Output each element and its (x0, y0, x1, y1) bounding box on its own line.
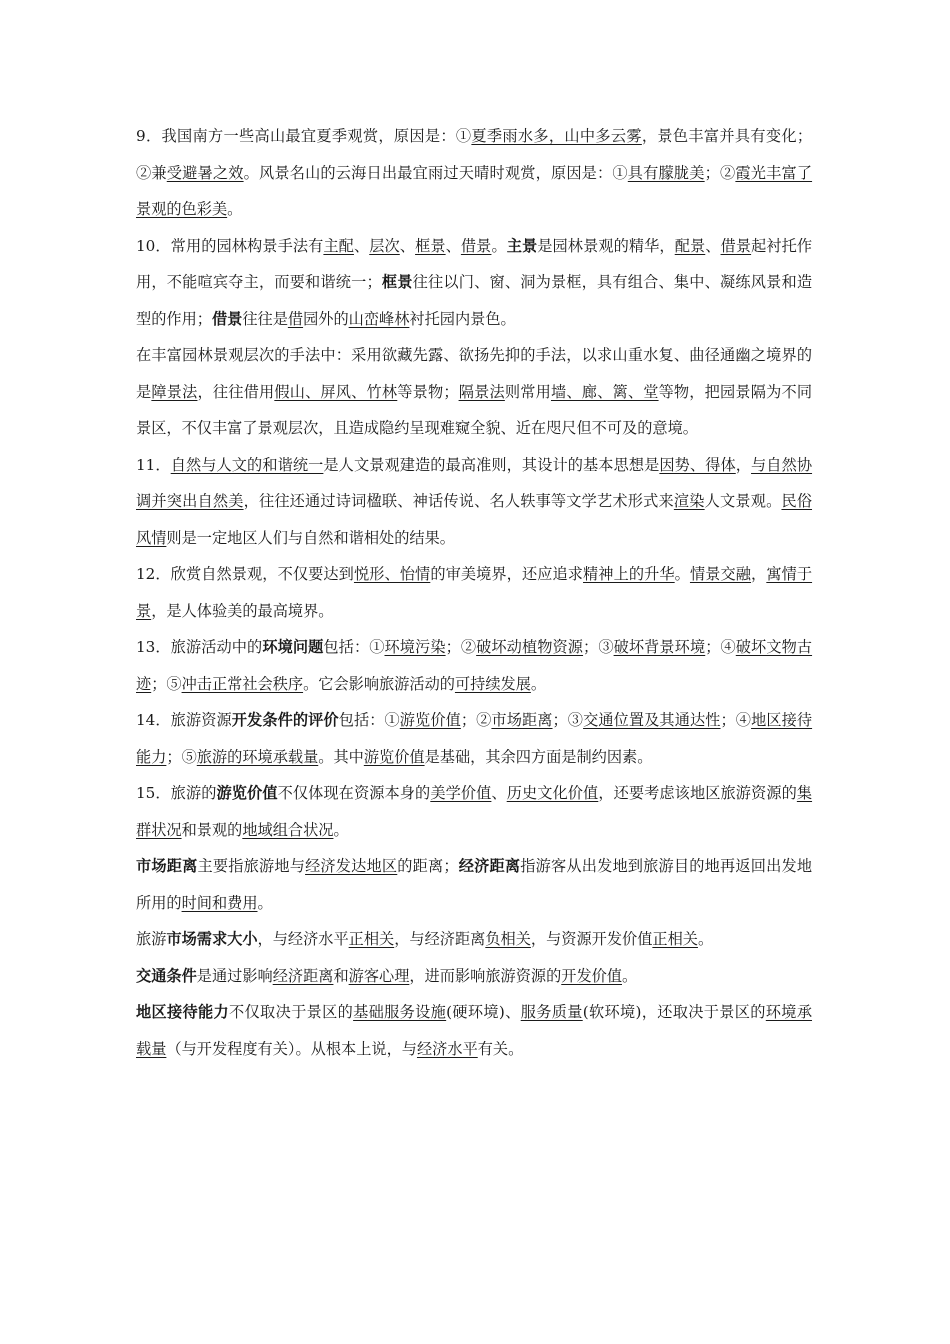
underlined-term: 可持续发展 (454, 674, 531, 693)
underlined-term: 霞光丰富了景观的色彩美 (136, 163, 813, 218)
text-segment: ；② (460, 711, 492, 729)
underlined-term: 自然与人文的和谐统一 (170, 455, 324, 474)
underlined-term: 破坏背景环境 (613, 638, 706, 656)
text-segment: 则是一定地区人们与自然和谐相处的结果。 (166, 528, 455, 547)
paragraph-p15c (136, 921, 812, 958)
underlined-term: 美学价值 (430, 784, 492, 802)
text-segment: 在丰富园林景观层次的手法中：采用欲藏先露、欲扬先抑的手法，以求山重水复、曲径通幽之境界的是 (136, 346, 812, 401)
text-segment: 等景物； (397, 382, 459, 401)
text-segment: 15．旅游的 (136, 784, 217, 802)
text-segment: 往往以门、窗、洞为景框，具有组合、集中、凝练风景和造型的作用； (136, 273, 813, 328)
text-segment: 。 (257, 893, 273, 912)
text-segment: （与开发程度有关）。从根本上说，与 (166, 1039, 417, 1058)
underlined-term: 框景 (415, 236, 446, 255)
text-segment: 有关。 (477, 1039, 524, 1058)
bold-term: 主景 (506, 236, 538, 255)
text-segment: ，还要考虑该地区旅游资源的 (598, 784, 797, 802)
document-page (136, 118, 812, 1067)
text-segment: 是园林景观的精华， (537, 236, 675, 255)
paragraph-p15d (136, 958, 812, 995)
underlined-term: 负相关 (485, 930, 531, 948)
underlined-term: 情景交融 (689, 565, 752, 583)
underlined-term: 借景 (720, 236, 752, 255)
paragraph-p10b (136, 337, 812, 447)
text-segment: ，往往还通过诗词楹联、神话传说、名人轶事等文学艺术形式来 (243, 492, 674, 510)
text-segment: ，景色丰富并具有变化；②兼 (136, 127, 813, 182)
underlined-term: 经济水平 (416, 1039, 478, 1058)
underlined-term: 主配 (323, 236, 354, 255)
text-segment: 主要指旅游地与 (197, 857, 306, 875)
text-segment: 、 (445, 236, 461, 255)
text-segment: ；③ (552, 711, 584, 729)
text-segment: ，与资源开发价值 (530, 930, 653, 948)
text-segment: (硬环境)、 (446, 1003, 521, 1021)
underlined-term: 时间和费用 (181, 893, 258, 912)
underlined-term: 配景 (674, 236, 706, 255)
underlined-term: 破坏动植物资源 (476, 638, 584, 656)
underlined-term: 渲染 (673, 492, 705, 510)
text-segment: 、 (491, 784, 507, 802)
bold-term: 框景 (381, 273, 413, 291)
underlined-term: 民俗风情 (136, 492, 813, 547)
paragraph-p9 (136, 118, 812, 228)
text-segment: 往往是 (242, 309, 288, 328)
text-segment: 旅游 (136, 930, 167, 948)
text-segment: ；② (445, 638, 477, 656)
underlined-term: 交通位置及其通达性 (583, 711, 721, 729)
bold-term: 借景 (211, 309, 243, 328)
paragraph-p14 (136, 702, 812, 775)
text-segment: 、 (705, 236, 721, 255)
text-segment: ；⑤ (151, 674, 182, 693)
underlined-term: 地区接待能力 (136, 711, 813, 766)
paragraph-p10 (136, 228, 812, 338)
underlined-term: 环境污染 (384, 638, 446, 656)
text-segment: ；③ (583, 638, 614, 656)
text-segment: 。 (674, 565, 690, 583)
text-segment: ，与经济水平 (257, 930, 349, 948)
underlined-term: 冲击正常社会秩序 (181, 674, 304, 693)
text-segment: 。它会影响旅游活动的 (303, 674, 455, 693)
underlined-term: 悦形、怡情 (353, 565, 431, 583)
paragraph-p13 (136, 629, 812, 702)
text-segment: ，往往借用 (197, 382, 275, 401)
text-segment: (软环境)，还取决于景区的 (582, 1003, 766, 1021)
text-segment: 不仅体现在资源本身的 (277, 784, 431, 802)
text-segment: 14．旅游资源 (136, 711, 232, 729)
paragraph-p15 (136, 775, 812, 848)
underlined-term: 受避暑之效 (166, 163, 244, 182)
bold-term: 地区接待能力 (136, 1003, 230, 1021)
underlined-term: 游客心理 (348, 966, 410, 985)
underlined-term: 环境承载量 (136, 1003, 813, 1058)
underlined-term: 正相关 (652, 930, 698, 948)
text-segment: 起衬托作用，不能喧宾夺主，而要和谐统一； (136, 236, 813, 291)
underlined-term: 游览价值 (363, 747, 425, 766)
bold-term: 市场距离 (136, 857, 198, 875)
underlined-term: 经济距离 (272, 966, 334, 985)
text-segment: 。 (227, 200, 243, 218)
paragraph-p11 (136, 447, 812, 557)
text-segment: 是基础，其余四方面是制约因素。 (424, 747, 653, 766)
text-segment: ；② (704, 163, 736, 182)
underlined-term: 历史文化价值 (506, 784, 599, 802)
text-segment: 10．常用的园林构景手法有 (136, 236, 324, 255)
text-segment: ，是人体验美的最高境界。 (151, 601, 334, 620)
underlined-term: 层次 (369, 236, 400, 255)
underlined-term: 旅游的环境承载量 (196, 747, 319, 766)
underlined-term: 隔景法 (458, 382, 505, 401)
text-segment: 。风景名山的云海日出最宜雨过天晴时观赏，原因是：① (243, 163, 628, 182)
text-segment: 。 (491, 236, 507, 255)
bold-term: 环境问题 (262, 638, 324, 656)
underlined-term: 山峦峰林 (348, 309, 410, 328)
underlined-term: 假山、屏风、竹林 (274, 382, 398, 401)
text-segment: 13．旅游活动中的 (136, 638, 263, 656)
underlined-term: 精神上的升华 (583, 565, 675, 583)
underlined-term: 基础服务设施 (353, 1003, 447, 1021)
text-segment: 。 (530, 674, 547, 693)
underlined-term: 服务质量 (520, 1003, 583, 1021)
text-segment: 等物，把园景隔为不同景区，不仅丰富了景观层次，且造成隐约呈现难窥全貌、近在咫尺但不可及的意境。 (136, 382, 813, 437)
paragraph-p15e (136, 994, 812, 1067)
text-segment: 、 (399, 236, 416, 255)
text-segment: 包括：① (338, 711, 400, 729)
text-segment: 12．欣赏自然景观，不仅要达到 (136, 565, 354, 583)
bold-term: 开发条件的评价 (231, 711, 339, 729)
text-segment: 9．我国南方一些高山最宜夏季观赏，原因是：① (136, 127, 472, 145)
underlined-term: 游览价值 (399, 711, 461, 729)
text-segment: 指游客从出发地到旅游目的地再返回出发地所用的 (136, 857, 813, 912)
text-segment: ；⑤ (166, 747, 197, 766)
text-segment: 则常用 (504, 382, 551, 401)
text-segment: 。 (697, 930, 714, 948)
underlined-term: 借景 (460, 236, 492, 255)
text-segment: ，进而影响旅游资源的 (409, 966, 562, 985)
underlined-term: 具有朦胧美 (627, 163, 705, 182)
text-segment: ， (751, 565, 767, 583)
underlined-term: 因势、得体 (659, 455, 736, 474)
text-segment: ；④ (720, 711, 752, 729)
text-segment: ， (735, 455, 752, 474)
text-segment: 衬托园内景色。 (409, 309, 516, 328)
text-segment: ，与经济距离 (394, 930, 486, 948)
text-segment: 和景观的 (181, 820, 243, 839)
underlined-term: 借 (287, 309, 304, 328)
underlined-term: 经济发达地区 (305, 857, 398, 875)
underlined-term: 集群状况 (136, 784, 813, 839)
paragraph-p12 (136, 556, 812, 629)
text-segment: 不仅取决于景区的 (229, 1003, 354, 1021)
underlined-term: 与自然协调并突出自然美 (136, 455, 813, 510)
underlined-term: 地域组合状况 (242, 820, 334, 839)
text-segment: 和 (333, 966, 349, 985)
text-segment: 。 (333, 820, 349, 839)
text-segment: 是人文景观建造的最高准则，其设计的基本思想是 (323, 455, 660, 474)
text-segment: ；④ (705, 638, 736, 656)
text-segment: 。 (622, 966, 638, 985)
text-segment: 园外的 (303, 309, 349, 328)
text-segment: 包括：① (323, 638, 385, 656)
text-segment: 人文景观。 (704, 492, 782, 510)
text-segment: 的距离； (397, 857, 459, 875)
paragraph-p15b (136, 848, 812, 921)
underlined-term: 市场距离 (491, 711, 553, 729)
text-segment: 、 (353, 236, 370, 255)
text-segment: 的审美境界，还应追求 (430, 565, 584, 583)
underlined-term: 破坏文物古迹 (136, 638, 813, 693)
text-segment: 11． (136, 455, 171, 474)
bold-term: 经济距离 (458, 857, 521, 875)
text-segment: 。其中 (318, 747, 364, 766)
underlined-term: 开发价值 (561, 966, 622, 985)
underlined-term: 障景法 (151, 382, 198, 401)
bold-term: 交通条件 (136, 966, 197, 985)
bold-term: 游览价值 (216, 784, 278, 802)
underlined-term: 寓情于景 (136, 565, 813, 620)
underlined-term: 正相关 (348, 930, 395, 948)
bold-term: 市场需求大小 (166, 930, 258, 948)
underlined-term: 墙、廊、篱、堂 (550, 382, 659, 401)
underlined-term: 夏季雨水多，山中多云雾 (471, 127, 642, 145)
text-segment: 是通过影响 (196, 966, 273, 985)
